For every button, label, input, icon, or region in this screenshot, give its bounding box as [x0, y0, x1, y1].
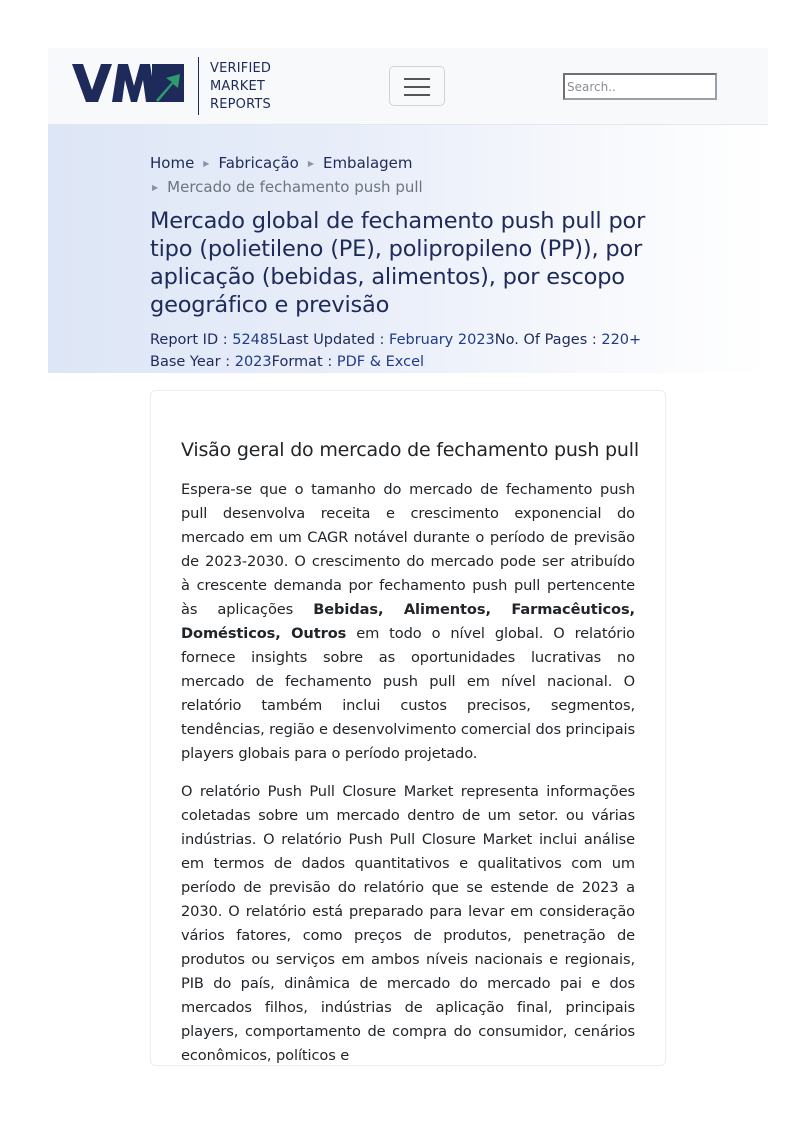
chevron-right-icon: ▶ — [307, 159, 314, 168]
overview-p1-after: em todo o nível global. O relatório fornece insights sobre as oportunidades lucrativas no mercado de fechamento push pull em nível nacional. O relatório também inclui custos precisos, segmentos, tendências, região e desenvolvimento comercial dos principais players globais para o período projetado. — [181, 625, 635, 762]
base-year-value: 2023 — [234, 354, 272, 370]
overview-p1-bold: Bebidas, Alimentos, Farmacêuticos, Domésticos, Outros — [181, 601, 635, 642]
overview-paragraph-1 — [181, 478, 635, 766]
vmr-logo-icon[interactable] — [72, 62, 184, 106]
pages-label: No. Of Pages : — [494, 332, 602, 348]
last-updated-value: February 2023 — [389, 332, 495, 348]
breadcrumb — [150, 152, 413, 175]
logo-line-2: MARKET — [210, 79, 266, 94]
logo-text — [210, 60, 271, 114]
report-meta-line-2 — [150, 351, 641, 373]
report-id-label: Report ID : — [150, 332, 233, 348]
page-title: Mercado global de fechamento push pull por tipo (polietileno (PE), polipropileno (PP)), por aplicação (bebidas, alimentos), por escopo geográfico e previsão — [150, 208, 646, 318]
navbar — [48, 48, 768, 125]
pages-value: 220+ — [601, 332, 642, 348]
logo-divider — [198, 57, 199, 115]
report-meta — [150, 329, 641, 373]
logo-line-1: VERIFIED — [210, 61, 272, 76]
page-frame — [48, 48, 768, 1064]
overview-paragraph-2: O relatório Push Pull Closure Market representa informações coletadas sobre um mercado dentro de um setor. ou várias indústrias. O relatório Push Pull Closure Market inclui análise em termos de dados quantitativos e qualitativos com um período de previsão do relatório que se estende de 2023 a 2030. O relatório está preparado para levar em consideração vários fatores, como preços de produtos, penetração de produtos ou serviços em ambos níveis nacionais e regionais, PIB do país, dinâmica de mercado do mercado pai e dos mercados filhos, indústrias de aplicação final, principais players, comportamento de compra do consumidor, cenários econômicos, políticos e — [181, 783, 635, 1064]
overview-title: Visão geral do mercado de fechamento push pull — [181, 439, 639, 461]
breadcrumb-current-line — [150, 176, 423, 199]
menu-toggle-button[interactable] — [389, 66, 445, 106]
overview-p1-before: Espera-se que o tamanho do mercado de fechamento push pull desenvolva receita e crescimento exponencial do mercado em um CAGR notável durante o período de previsão de 2023-2030. O crescimento do mercado pode ser atribuído à crescente demanda por fechamento push pull pertencente às aplicações — [181, 481, 635, 618]
logo-line-3: REPORTS — [210, 97, 271, 112]
chevron-right-icon: ▶ — [203, 159, 210, 168]
breadcrumb-home[interactable]: Home — [150, 154, 195, 172]
format-value: PDF & Excel — [336, 354, 425, 370]
format-label: Format : — [271, 354, 337, 370]
overview-card — [150, 390, 666, 1066]
report-hero — [48, 125, 768, 373]
base-year-label: Base Year : — [150, 354, 235, 370]
breadcrumb-current: Mercado de fechamento push pull — [167, 178, 423, 196]
breadcrumb-embalagem[interactable]: Embalagem — [322, 154, 413, 172]
chevron-right-icon: ▶ — [152, 183, 159, 192]
search-input[interactable] — [563, 73, 717, 100]
breadcrumb-fabricacao[interactable]: Fabricação — [218, 154, 299, 172]
last-updated-label: Last Updated : — [278, 332, 390, 348]
report-id-value: 52485 — [232, 332, 279, 348]
report-meta-line-1 — [150, 329, 641, 351]
